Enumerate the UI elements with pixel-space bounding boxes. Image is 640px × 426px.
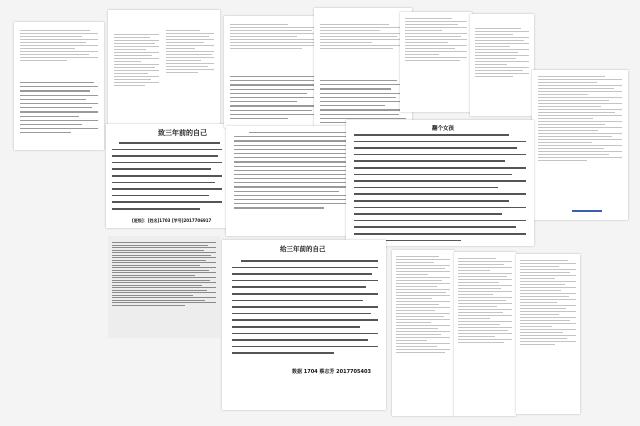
page-center-upper — [314, 8, 412, 128]
page-upper-left — [108, 10, 220, 128]
essay-signature: 数据 1704 蔡志芳 2017705403 — [292, 369, 371, 375]
page-left-essay — [106, 124, 228, 228]
essay-body — [232, 260, 378, 359]
essay-title: 给三年前的自己 — [280, 245, 326, 253]
essay-title: 致三年前的自己 — [158, 129, 207, 137]
page-lower-center-essay — [222, 240, 386, 410]
essay-signature: [班级]：[姓名]1703 [学号]2017706917 — [132, 218, 212, 223]
page-far-left — [14, 22, 104, 150]
page-lower-right-3 — [516, 254, 580, 414]
text-block — [20, 30, 98, 63]
page-far-right — [532, 70, 628, 220]
page-right-essay — [346, 120, 534, 246]
page-lower-right-2 — [454, 252, 516, 416]
page-right-upper — [400, 12, 472, 112]
photographed-page — [108, 236, 220, 338]
link-underline — [572, 210, 602, 212]
page-far-right-upper — [470, 14, 534, 116]
essay-body — [354, 134, 526, 246]
essay-body — [112, 142, 222, 215]
page-lower-right-1 — [392, 250, 454, 416]
essay-title: 翻个女孩 — [432, 126, 455, 132]
